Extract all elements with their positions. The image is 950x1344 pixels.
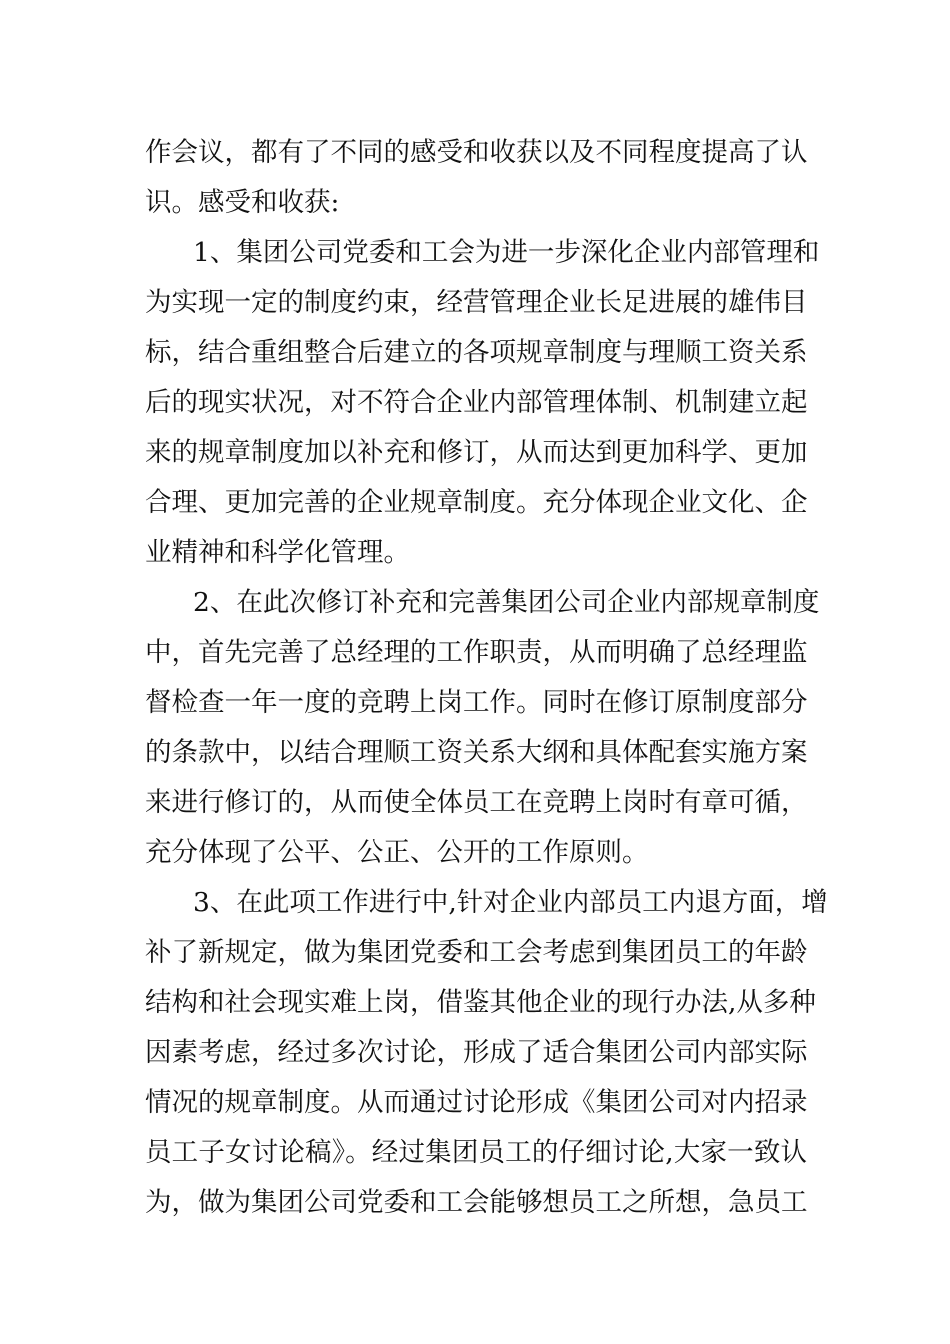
text-line: 情况的规章制度。从而通过讨论形成《集团公司对内招录 [145, 1087, 808, 1118]
text-line: 员工子女讨论稿》。经过集团员工的仔细讨论,大家一致认 [145, 1137, 807, 1168]
text-line: 充分体现了公平、公正、公开的工作原则。 [145, 837, 649, 868]
text-line: 来的规章制度加以补充和修订，从而达到更加科学、更加 [145, 437, 808, 468]
text-line: 因素考虑，经过多次讨论，形成了适合集团公司内部实际 [145, 1037, 808, 1068]
paragraph-2-start: 2、在此次修订补充和完善集团公司企业内部规章制度 [193, 587, 820, 618]
paragraph-1-start: 1、集团公司党委和工会为进一步深化企业内部管理和 [193, 237, 820, 268]
document-body [145, 128, 828, 1228]
text-line: 为，做为集团公司党委和工会能够想员工之所想，急员工 [145, 1187, 808, 1218]
text-line: 后的现实状况，对不符合企业内部管理体制、机制建立起 [145, 387, 808, 418]
text-line: 识。感受和收获: [145, 187, 340, 218]
text-line: 的条款中，以结合理顺工资关系大纲和具体配套实施方案 [145, 737, 808, 768]
text-line: 补了新规定，做为集团党委和工会考虑到集团员工的年龄 [145, 937, 808, 968]
text-line: 中，首先完善了总经理的工作职责，从而明确了总经理监 [145, 637, 808, 668]
text-line: 结构和社会现实难上岗，借鉴其他企业的现行办法,从多种 [145, 987, 816, 1018]
paragraph-3-start: 3、在此项工作进行中,针对企业内部员工内退方面，增 [193, 887, 828, 918]
text-line: 作会议，都有了不同的感受和收获以及不同程度提高了认 [145, 137, 808, 168]
text-line: 业精神和科学化管理。 [145, 537, 410, 568]
text-line: 为实现一定的制度约束，经营管理企业长足进展的雄伟目 [145, 287, 808, 318]
text-line: 合理、更加完善的企业规章制度。充分体现企业文化、企 [145, 487, 808, 518]
text-line: 来进行修订的，从而使全体员工在竞聘上岗时有章可循， [145, 787, 808, 818]
text-line: 标，结合重组整合后建立的各项规章制度与理顺工资关系 [145, 337, 808, 368]
text-line: 督检查一年一度的竞聘上岗工作。同时在修订原制度部分 [145, 687, 808, 718]
